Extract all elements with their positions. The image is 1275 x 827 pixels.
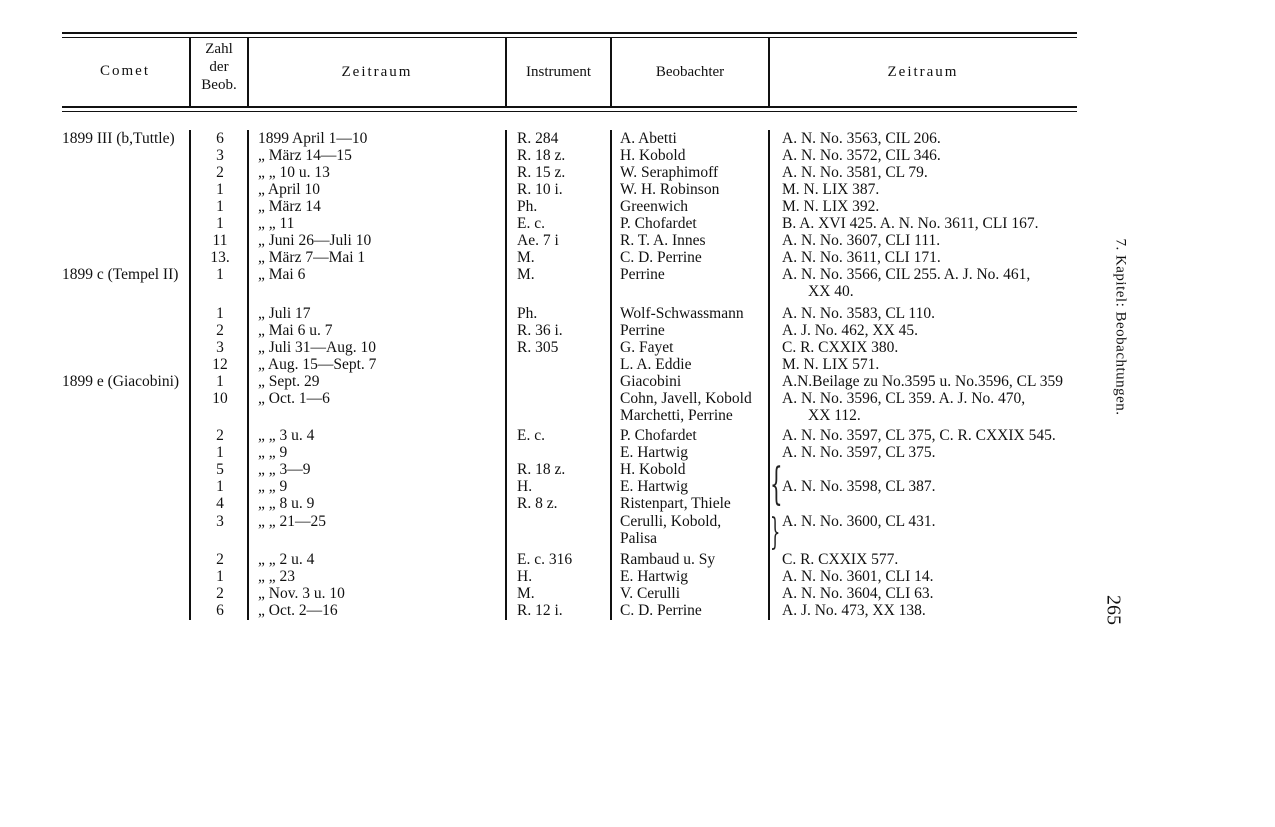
observer-cell: H. Kobold [620, 147, 686, 164]
count-cell: 2 [216, 551, 224, 568]
column-divider [610, 130, 612, 620]
count-cell: 1 [216, 478, 224, 495]
period-cell: 1899 April 1—10 [258, 130, 368, 147]
reference-cell-continued: XX 112. [808, 407, 861, 424]
instrument-cell: R. 18 z. [517, 147, 566, 164]
count-cell: 1 [216, 373, 224, 390]
reference-cell: C. R. CXXIX 577. [782, 551, 899, 568]
count-cell: 1 [216, 305, 224, 322]
reference-cell: A. N. No. 3572, CIL 346. [782, 147, 941, 164]
period-cell: „ „ 23 [258, 568, 296, 585]
observer-cell: C. D. Perrine [620, 602, 702, 619]
instrument-cell: M. [517, 585, 535, 602]
count-cell: 4 [216, 495, 224, 512]
count-cell: 1 [216, 266, 224, 283]
observer-cell: Greenwich [620, 198, 688, 215]
count-cell: 1 [216, 444, 224, 461]
reference-cell: A. N. No. 3611, CLI 171. [782, 249, 941, 266]
header-beobachter: Beobachter [655, 64, 725, 80]
observer-cell: P. Chofardet [620, 215, 697, 232]
period-cell: „ Aug. 15—Sept. 7 [258, 356, 377, 373]
period-cell: „ April 10 [258, 181, 320, 198]
count-cell: 13. [210, 249, 230, 266]
top-rule [62, 32, 1077, 34]
instrument-cell: R. 36 i. [517, 322, 563, 339]
instrument-cell: Ph. [517, 305, 538, 322]
reference-cell: M. N. LIX 392. [782, 198, 880, 215]
observer-cell: Ristenpart, Thiele [620, 495, 731, 512]
comet-cell: 1899 c (Tempel II) [62, 266, 179, 283]
count-cell: 1 [216, 568, 224, 585]
reference-cell: C. R. CXXIX 380. [782, 339, 899, 356]
observer-cell-continued: Marchetti, Perrine [620, 407, 733, 424]
count-cell: 1 [216, 181, 224, 198]
reference-cell: A. N. No. 3600, CL 431. [782, 513, 936, 530]
observer-cell: R. T. A. Innes [620, 232, 706, 249]
column-divider [247, 130, 249, 620]
reference-cell: A. N. No. 3597, CL 375. [782, 444, 936, 461]
column-divider [505, 130, 507, 620]
period-cell: „ „ 3—9 [258, 461, 311, 478]
side-heading [1112, 222, 1128, 432]
instrument-cell: H. [517, 478, 533, 495]
period-cell: „ „ 8 u. 9 [258, 495, 315, 512]
count-cell: 2 [216, 164, 224, 181]
instrument-cell: R. 18 z. [517, 461, 566, 478]
period-cell: „ Mai 6 u. 7 [258, 322, 333, 339]
observer-cell: Perrine [620, 322, 665, 339]
count-cell: 2 [216, 427, 224, 444]
period-cell: „ Sept. 29 [258, 373, 320, 390]
observer-cell: E. Hartwig [620, 478, 689, 495]
count-cell: 1 [216, 215, 224, 232]
period-cell: „ Oct. 1—6 [258, 390, 330, 407]
instrument-cell: E. c. [517, 427, 545, 444]
observer-cell: W. Seraphimoff [620, 164, 719, 181]
instrument-cell: H. [517, 568, 533, 585]
count-cell: 11 [212, 232, 228, 249]
reference-cell: B. A. XVI 425. A. N. No. 3611, CLI 167. [782, 215, 1039, 232]
count-cell: 1 [216, 198, 224, 215]
header-instrument: Instrument [526, 64, 591, 80]
period-cell: „ „ 10 u. 13 [258, 164, 330, 181]
reference-cell: A. N. No. 3597, CL 375, C. R. CXXIX 545. [782, 427, 1056, 444]
period-cell: „ März 14 [258, 198, 321, 215]
observer-cell: A. Abetti [620, 130, 677, 147]
period-cell: „ „ 9 [258, 444, 288, 461]
page-number [1098, 590, 1128, 630]
observer-cell: Cerulli, Kobold, [620, 513, 722, 530]
reference-cell: A. J. No. 473, XX 138. [782, 602, 926, 619]
observer-cell: E. Hartwig [620, 444, 689, 461]
instrument-cell: Ph. [517, 198, 538, 215]
reference-cell: A. N. No. 3563, CIL 206. [782, 130, 941, 147]
observer-cell: V. Cerulli [620, 585, 680, 602]
observer-cell: Giacobini [620, 373, 682, 390]
reference-cell: A. N. No. 3583, CL 110. [782, 305, 935, 322]
period-cell: „ Juli 17 [258, 305, 311, 322]
reference-cell: A. N. No. 3581, CL 79. [782, 164, 928, 181]
count-cell: 3 [216, 513, 224, 530]
observer-cell: G. Fayet [620, 339, 674, 356]
instrument-cell: E. c. [517, 215, 545, 232]
period-cell: „ Juli 31—Aug. 10 [258, 339, 376, 356]
reference-cell: A. N. No. 3598, CL 387. [782, 478, 936, 495]
count-cell: 10 [212, 390, 228, 407]
reference-cell: A. N. No. 3596, CL 359. A. J. No. 470, [782, 390, 1026, 407]
reference-cell-continued: XX 40. [808, 283, 854, 300]
instrument-cell: R. 305 [517, 339, 559, 356]
period-cell: „ „ 9 [258, 478, 288, 495]
period-cell: „ Nov. 3 u. 10 [258, 585, 345, 602]
observer-cell: Cohn, Javell, Kobold [620, 390, 752, 407]
period-cell: „ „ 2 u. 4 [258, 551, 315, 568]
observer-cell: L. A. Eddie [620, 356, 692, 373]
header-rule [62, 106, 1077, 108]
instrument-cell: E. c. 316 [517, 551, 573, 568]
observer-cell: Wolf-Schwassmann [620, 305, 744, 322]
instrument-cell: R. 284 [517, 130, 559, 147]
period-cell: „ Juni 26—Juli 10 [258, 232, 372, 249]
header-zahl-line: Beob. [201, 77, 237, 93]
header-zahl-line: der [209, 59, 229, 75]
header-zeitraum: Zeitraum [341, 64, 413, 80]
count-cell: 6 [216, 130, 224, 147]
reference-cell: M. N. LIX 571. [782, 356, 880, 373]
instrument-cell: M. [517, 249, 535, 266]
period-cell: „ Mai 6 [258, 266, 306, 283]
instrument-cell: R. 12 i. [517, 602, 563, 619]
period-cell: „ „ 3 u. 4 [258, 427, 315, 444]
period-cell: „ Oct. 2—16 [258, 602, 338, 619]
header-zahl-line: Zahl [205, 41, 233, 57]
top-rule-thin [62, 37, 1077, 38]
observer-cell: W. H. Robinson [620, 181, 720, 198]
brace-icon: } [770, 512, 781, 553]
reference-cell: A.N.Beilage zu No.3595 u. No.3596, CL 359 [782, 373, 1063, 390]
column-divider [189, 130, 191, 620]
period-cell: „ „ 21—25 [258, 513, 327, 530]
instrument-cell: Ae. 7 i [517, 232, 559, 249]
instrument-cell: R. 15 z. [517, 164, 566, 181]
header-zeitraum-ref: Zeitraum [887, 64, 959, 80]
count-cell: 12 [212, 356, 228, 373]
comet-cell: 1899 III (b,Tuttle) [62, 130, 175, 147]
count-cell: 5 [216, 461, 224, 478]
header-zahl [191, 40, 247, 94]
brace-icon: { [770, 459, 783, 510]
reference-cell: M. N. LIX 387. [782, 181, 880, 198]
count-cell: 3 [216, 339, 224, 356]
observer-cell: C. D. Perrine [620, 249, 702, 266]
reference-cell: A. N. No. 3566, CIL 255. A. J. No. 461, [782, 266, 1031, 283]
header-rule-thin [62, 111, 1077, 112]
count-cell: 2 [216, 322, 224, 339]
period-cell: „ März 14—15 [258, 147, 352, 164]
count-cell: 3 [216, 147, 224, 164]
instrument-cell: R. 8 z. [517, 495, 558, 512]
observer-cell: H. Kobold [620, 461, 686, 478]
observer-cell-continued: Palisa [620, 530, 658, 547]
observer-cell: E. Hartwig [620, 568, 689, 585]
reference-cell: A. J. No. 462, XX 45. [782, 322, 919, 339]
page-number-text: 265 [1102, 595, 1125, 625]
header-comet: Comet [100, 63, 150, 79]
reference-cell: A. N. No. 3607, CLI 111. [782, 232, 941, 249]
period-cell: „ März 7—Mai 1 [258, 249, 366, 266]
observer-cell: P. Chofardet [620, 427, 697, 444]
comet-cell: 1899 e (Giacobini) [62, 373, 180, 390]
period-cell: „ „ 11 [258, 215, 295, 232]
count-cell: 6 [216, 602, 224, 619]
observer-cell: Rambaud u. Sy [620, 551, 716, 568]
side-heading-text: 7. Kapitel: Beobachtungen. [1112, 238, 1129, 416]
instrument-cell: R. 10 i. [517, 181, 563, 198]
instrument-cell: M. [517, 266, 535, 283]
reference-cell: A. N. No. 3601, CLI 14. [782, 568, 934, 585]
reference-cell: A. N. No. 3604, CLI 63. [782, 585, 934, 602]
observer-cell: Perrine [620, 266, 665, 283]
count-cell: 2 [216, 585, 224, 602]
